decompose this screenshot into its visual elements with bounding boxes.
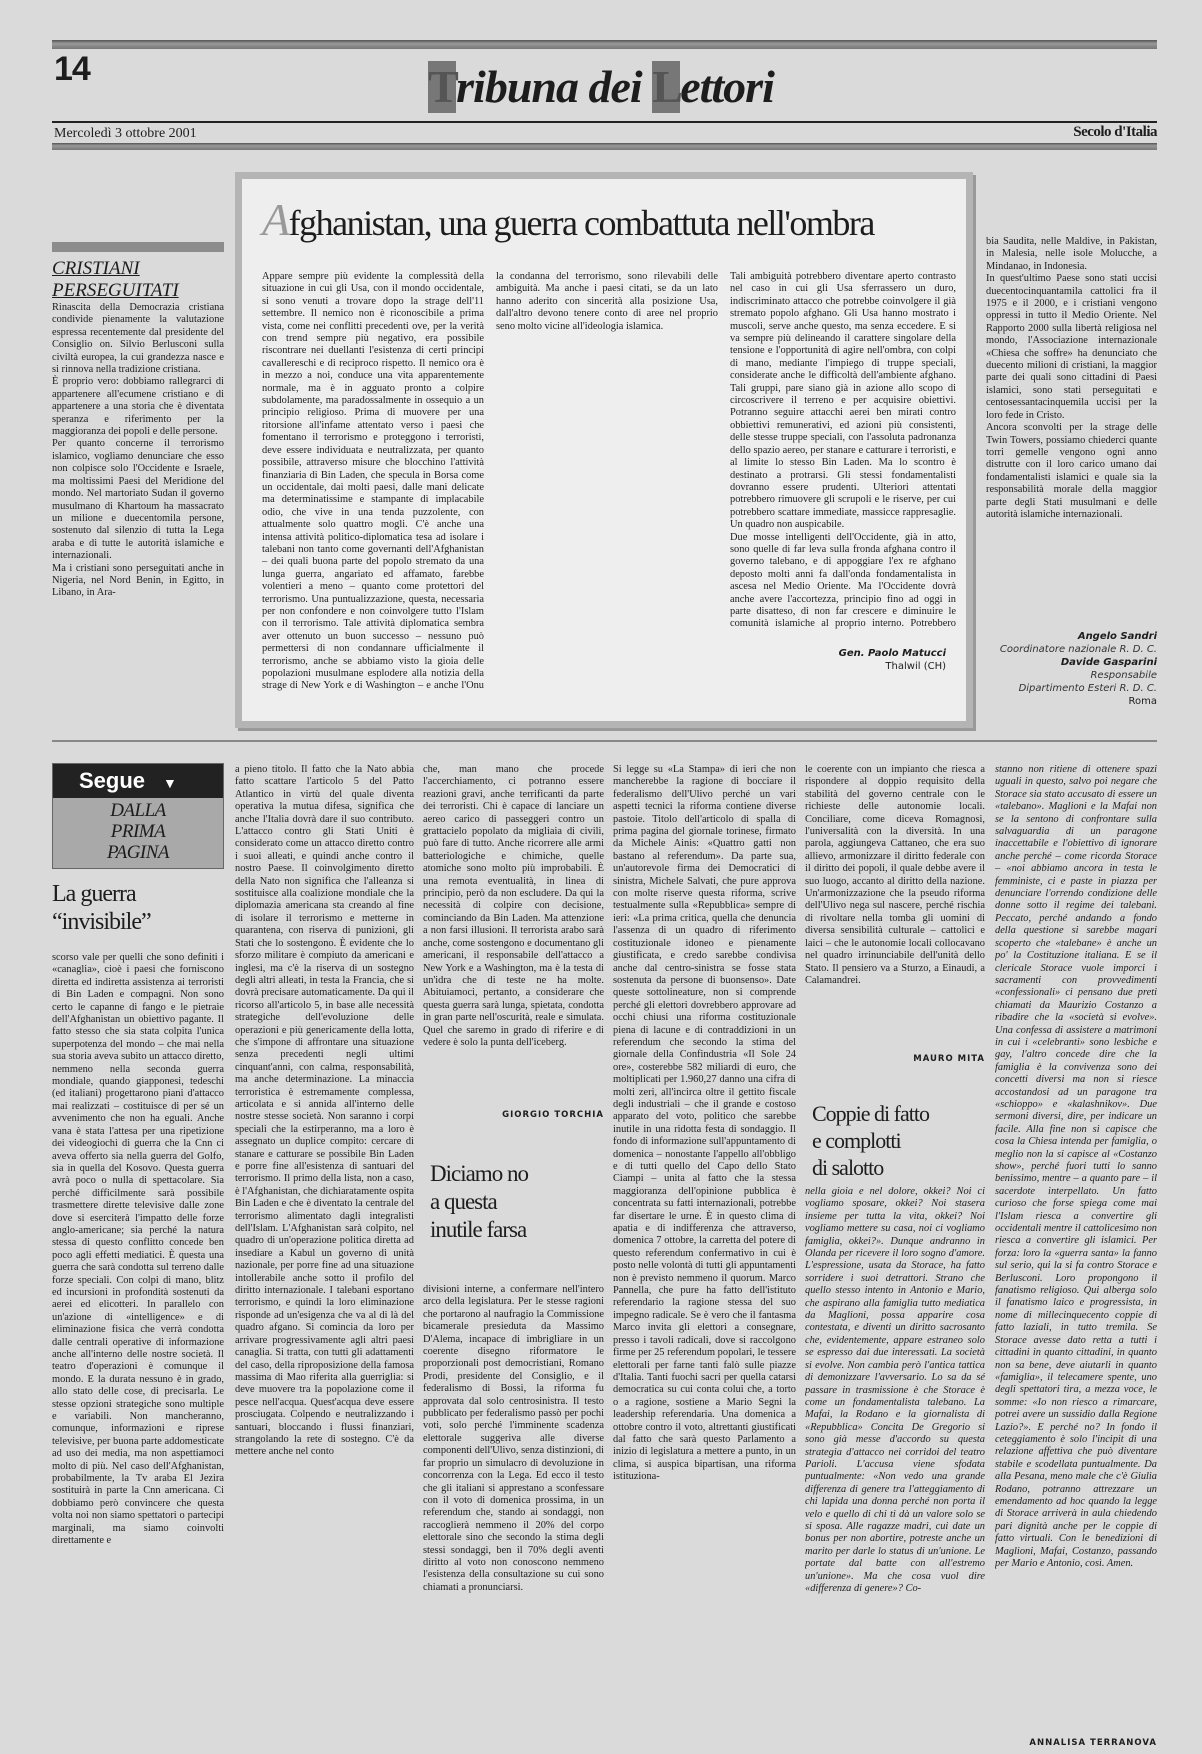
- war-article-col-1: [52, 952, 224, 1747]
- main-article-title: [262, 193, 874, 246]
- paragraph: Ma i cristiani sono perseguitati anche in Nigeria, nel Nord Benin, in Egitto, in Libano, in Ara-: [52, 562, 224, 599]
- main-article-col-2: [496, 271, 718, 691]
- signer-role: Responsabile: [1090, 670, 1157, 681]
- paragraph: Appare sempre più evidente la complessità della situazione in cui gli Usa, con il mondo occidentale, si sono venuti a trovare dopo la strage dell'11 settembre. Il nemico non è riconoscibile a prima vista, come nei conflitti precedenti ove, per la verità con trend sempre più negativo, era possibile riscontrare nei duellanti l'esistenza di certi principi cavallereschi e di reciproco rispetto. Il nemico ora è in mezzo a noi, conduce una vita apparentemente normale, ma è in agguato pronto a colpire subdolamente, ma paradossalmente in ossequio a un principio religioso. Prima di muovere per una ritorsione all'infame attentato verso i paesi che fomentano il terrorismo e proteggono i terroristi, deve essere individuata e neutralizzata, per quanto possibile, attraverso misure che blocchino l'attività finanziaria di Bin Laden, che specula in Borsa come un occidentale, dai molti paesi, dalle mani delicate ma determinatissime e stampante di implacabile odio, che vive in una tenda puzzolente, con attualmente solo quattro mogli. C'è anche una intensa attività politico-diplomatica tesa ad isolare i talebani non tanto come governanti dell'Afghanistan – dei quali buona parte del popolo stremato da una lunga guerra, angariato ed affamato, farebbe volentieri a meno – quanto come protettori del terrorismo. Una puntualizzazione, questa, necessaria per non confondere e non coinvolgere tutto l'Islam con il terrorismo. Tale attività diplomatica sembra aver ottenuto un buon successo – nessuno può permettersi di non condannare ufficialmente il terrorismo, anche se abbiamo visto la gioia delle popolazioni musulmane esplodere alla notizia della strage di New York e di Washington – e anche l'Onu: [262, 271, 484, 691]
- farsa-article-title: [430, 1160, 605, 1244]
- paragraph: che, man mano che procede l'accerchiamento, ci potranno essere reazioni gravi, anche terrificanti da parte dei terroristi. Chi è capace di lanciare un aereo carico di passeggeri contro un grattacielo popolato da migliaia di civili, può fare di tutto. Anche ricorrere alle armi batteriologiche e chimiche, quelle atomiche sono molto più improbabili. È una remota eventualità, in linea di principio, però da non escludere. Da qui la necessità di colpire con decisione, cominciando da Bin Laden. Ma attenzione a non farsi illusioni. Il terrorista arabo sarà anche, come sostengono e documentano gli americani, il responsabile dell'attacco a New York e a Washington, ma è la testa di un'idra che di teste ne ha molte. Abituiamoci, pertanto, a considerare che questa guerra sarà lunga, spietata, condotta in gran parte nell'oscurità, reale e simulata. Quel che saremo in grado di riferire e di vedere è solo la punta dell'iceberg.: [423, 764, 604, 1048]
- war-article-col-2: [235, 764, 414, 1747]
- title-initial-block: [428, 61, 456, 113]
- left-article-body: [52, 302, 224, 724]
- section-separator: [52, 740, 1157, 742]
- paragraph: stanno non ritiene di ottenere spazi uguali in questo, salvo poi negare che Storace sia stato accusato di essere un «talebano». Maglioni e la Mafai non se la sentono di confrontare sulla salvaguardia di un paragone inaccettabile e l'obiettivo di ignorare anche perché – come ricorda Storace – «noi abbiamo ancora in testa le femministe, ci e paste in piazza per denunciare l'orrendo condizione delle donne sotto il regime dei talebani. Peccato, perché andando a fondo della questione si sarebbe magari scoperto che «talebane» è anche un po' la Costituzione italiana. E se il clericale Storace vuole imporci i sacramenti con provvedimenti «confessionali» ci pensano due preti chiamati da Maurizio Costanzo a ribadire che la «società si evolve». Una confessa di assistere a matrimoni in cui i «celebranti» sono lesbiche e gay, l'altro concede dire che la famiglia è la convivenza sono dei concetti diversi ma non si riesce accostandosi ad un paragone tra «schioppo» e «kalashnikov». Due sermoni diversi, dire, per indicare un facile. Alla fine non si capisce che cosa la Chiesa intenda per famiglia, o meglio non la si capisce al «Costanzo show», perché fuori tutti lo sanno benissimo, mentre – a quanto pare – il sacerdote interpellato. Un fatto curioso che forse spiega come mai l'Islam riesca a convertire gli occidentali mentre il cattolicesimo non riesca a convertire gli islamici. Per forza: loro la «guerra santa» la fanno sul serio, qui la si fa contro Storace e Berlusconi. Loro propongono il fanatismo religioso. Qui alberga solo il fanatismo laico e progressista, in nome di millecinquecento coppie di fatto laziali, in tutto tremila. Se Storace avesse dato retta a tutti i cittadini in quanto cittadini, in quanto non sa bene, deve aiutarli in quanto «famiglia», il telecamere spente, uno degli spettatori tira, a mezza voce, le somme: «Io non riesco a rimarcare, potrei avere un sussidio dalla Regione Lazio?». E perché no? In fondo il ceteggiamento è solo l'incipit di una relazione affettiva che può diventare stabile e scodellata puntualmente. Da alla Pesana, meno male che c'è Giulia Rodano, potranno attrezzare un emendamento ad hoc quando la legge di Storace arriverà in aula chiedendo pari dignità anche per le coppie di fatto virtuali. Con le benedizioni di Maglioni, Mafai, Costanzo, passando per Mario e Antonio, così. Amen.: [995, 764, 1157, 1569]
- war-article-byline: GIORGIO TORCHIA: [502, 1110, 604, 1120]
- subtitle-line: PRIMA: [110, 821, 166, 842]
- signer-name: Angelo Sandri: [1077, 631, 1157, 642]
- paragraph: Due mosse intelligenti dell'Occidente, già in atto, sono quelle di far leva sulla fronda afghana contro il governo talebano, e di appoggiare l'ex re afghano deposto molti anni fa dall'onda fondamentalista in ascesa nel Medio Oriente. Ma l'Occidente dovrà anche avere l'accortezza, principio fino ad oggi in parte disatteso, di non far crescere e diminuire le comunità islamiche al proprio interno. Potrebbero: [730, 531, 956, 630]
- title-line: Diciamo no: [430, 1161, 528, 1186]
- top-rule: [52, 40, 1157, 49]
- coppie-article-col-5: [805, 1186, 985, 1747]
- drop-cap: A: [262, 194, 289, 245]
- title-text: ettori: [680, 61, 774, 112]
- paragraph: bia Saudita, nelle Maldive, in Pakistan, in Malesia, nelle isole Molucche, a Mindanao, in Indonesia.: [986, 236, 1157, 272]
- title-line: Coppie di fatto: [812, 1101, 929, 1126]
- signer-name: Gen. Paolo Matucci: [838, 648, 946, 659]
- farsa-article-col-4: [613, 764, 796, 1747]
- header-bar: [52, 242, 224, 252]
- title-line: e complotti: [812, 1128, 901, 1153]
- signer-role: Dipartimento Esteri R. D. C.: [1018, 683, 1157, 694]
- coppie-article-title: [812, 1100, 987, 1181]
- war-article-col-3: [423, 764, 604, 1106]
- signer-role: Coordinatore nazionale R. D. C.: [999, 644, 1157, 655]
- signer-city: Roma: [1128, 696, 1157, 707]
- left-article-title: CRISTIANI PERSEGUITATI: [52, 258, 179, 301]
- paragraph: la condanna del terrorismo, sono rilevabili delle ambiguità. Ma anche i paesi citati, se da un lato hanno aderito con sincerità alla posizione Usa, dall'altro devono tenere conto di aree nel proprio seno molto vicine all'ideologia islamica.: [496, 271, 718, 332]
- coppie-article-byline: ANNALISA TERRANOVA: [1029, 1738, 1157, 1748]
- paragraph: Si legge su «La Stampa» di ieri che non mancherebbe la ragione di bocciare il federalismo dell'Ulivo perché un vari aspetti tecnici la riforma contiene diverse pastoie. Titolo dell'articolo di spalla di prima pagina del giornale torinese, firmato da Michele Ainis: «Quattro gatti non bastano al referendum». Da parte sua, un'autorevole firma dei Democratici di sinistra, Michele Salvati, che pure approva con molte riserve questa riforma, scrive testualmente sulla «Repubblica» sempre di ieri: «La prima critica, quella che denuncia l'assenza di un quadro di riferimento costituzionale idoneo e pienamente giustificata, e credo sarebbe condivisa anche dal centro-sinistra se fosse stata sostenuta da persone di buonsenso». Date queste sottolineature, non si comprende perché gli elettori dovrebbero approvare ad occhi chiusi una riforma costituzionale piena di lacune e di contraddizioni in un referendum che secondo la stima del giornale della Confindustria «Il Sole 24 ore», costerebbe 582 miliardi di euro, che moltiplicati per 1.960,27 danno una cifra di molti zeri, all'incirca oltre il gettito fiscale degli industriali – che il grande e costoso apparato del voto, politico che sarebbe inutile in una ridotta festa di sondaggio. Il fondo di informazione sull'appuntamento di domenica – nonostante l'appello all'obbligo e di tutti quello del Capo dello Stato Ciampi – unita al fatto che la stessa maggioranza dell'opinione pubblica è concentrata su fatti internazionali, potrebbe far disertare le urne. È in questo clima di apatia e di indifferenza che attraverso, domenica 7 ottobre, la carretta del potere di questo referendum confermativo in cui è posto nelle volontà di tutti gli appuntamenti non è previsto nemmeno il quorum. Marco Pannella, che pure ha fatto dell'istituto referendario la ragione stessa del suo impegno radicale. Se è vero che il fantasma Marco invita gli elettori a consegnare, presso i tavoli radicali, dove si raccolgono firme per 25 referendum popolari, le tessere elettorali per farne tanti falò sulle piazze d'Italia. Tanti fuochi sacri per quella catarsi democratica su cui conta colui che, a torto o a ragione, sostiene a Mario Segni la leadership referendaria. Una domenica a ottobre contro il voto, altrettanti giustificati dal fatto che sarà questo Parlamento a inizio di legislatura a mettere a punto, in un clima, si auspica bipartisan, una riforma istituziona-: [613, 764, 796, 1483]
- header-divider: [52, 121, 1157, 123]
- newspaper-name: Secolo d'Italia: [1073, 124, 1157, 140]
- signer-name: Davide Gasparini: [1060, 657, 1157, 668]
- page-number: 14: [54, 50, 90, 88]
- coppie-article-col-6: [995, 764, 1157, 1732]
- paragraph: scorso vale per quelli che sono definiti i «canaglia», cioè i paesi che forniscono diretta ed indiretta assistenza ai terroristi di Bin Laden e compagni. Non sono certo le capanne di fango e le pietraie dell'Afghanistan un obiettivo pagante. Il fatto stesso che sia stata colpita l'unica superpotenza del mondo – che mai nella sua storia aveva subito un attacco diretto, nemmeno nella seconda guerra mondiale, quando giapponesi, tedeschi (ed italiani) progettarono piani d'attacco mai realizzati – costituisce di per sé un avvenimento che non ha eguali. Anche vana è stata l'attesa per una ripetizione dei videogiochi di guerra che la Cnn ci aveva offerto sia nella guerra del Golfo, sia in quella del Kosovo. Questa guerra avrà poco o nulla di spettacolare. Sia perché difficilmente sarà possibile trasmettere dirette televisive dalle zone dove si eserciterà l'impatto delle forze anglo-americane; sia perché la natura stessa di questo conflitto concede ben poco agli effetti mediatici. È questa una guerra che sarà condotta sul terreno dalle forze speciali. Con colpi di mano, blitz ed incursioni in profondità sostenuti da aerei ed elicotteri. In parallelo con un'azione di «intelligence» e di eliminazione fisica che verrà condotta dalle centrali operative di informazione anche all'interno delle nostre società. Il teatro d'operazioni è comunque il mondo. E la durata nessuno è in grado, allo stato delle cose, di precisarla. Le stesse opzioni strategiche sono multiple e variabili. Non mancheranno, comunque, informazioni e riprese televisive, per buona parte addomesticate ad uso dei media, ma non aspettiamoci molto di più. Nel caso dell'Afghanistan, probabilmente, la Tv araba El Jezira sostituirà in parte la Cnn americana. Ci dobbiamo però convincere che questa volta noi non siamo spettatori o partecipi marginali, ma siamo coinvolti direttamente e: [52, 952, 224, 1547]
- paragraph: nella gioia e nel dolore, okkei? Noi ci vogliamo sposare, okkei? Noi stasera insieme per tutta la vita, okkei? Noi vogliamo mettere su casa, noi ci vogliamo famiglia, okkei?». Dunque andranno in Olanda per ricevere il loro sogno d'amore. L'espressione, usata da Storace, ha fatto sorridere i suoi detrattori. Strano che quello stesso intento in Antonio e Mario, che aspirano alla famiglia tutto mediatica da Maglioni, possa apparire cosa contestata, e diventi un diritto sacrosanto che, evidentemente, appare estraneo solo se espresso dai due interessati. La società si evolve. Non cambia però l'antica tattica di demonizzare l'avversario. Lo sa da sé passare in trasmissione è che Storace è come un fondamentalista talebano. La Mafai, la Rodano e la giornalista di «Repubblica» Concita De Gregorio si sono già messe d'accordo su questa strategia d'attacco nei corridoi del teatro Parioli. L'accusa viene sfodata puntualmente: «Non vedo una grande differenza di genere tra l'atteggiamento di chi lapida una donna perché non porta il velo e quello di chi ti dà un valore solo se si sposa. Alle ragazze madri, cui date un bonus per non abortire, potreste anche un marito per darle lo status di un'unione. Le portate dal batte con all'estremo un'unione». Ma che cosa vuol dire «differenza di genere»? Co-: [805, 1186, 985, 1594]
- main-article-box: [235, 172, 973, 728]
- war-article-title: [52, 880, 224, 936]
- main-article-col-3: [730, 271, 956, 631]
- main-article-signature: [839, 647, 946, 673]
- signer-place: Thalwil (CH): [885, 661, 946, 672]
- left-article-header: [52, 242, 224, 302]
- segue-label: [53, 764, 223, 798]
- arrow-down-icon: ▼: [163, 775, 177, 791]
- title-line: a questa: [430, 1189, 497, 1214]
- left-article-continued: [986, 236, 1157, 614]
- farsa-article-byline: MAURO MITA: [913, 1054, 985, 1064]
- paragraph: Ancora sconvolti per la strage delle Twin Towers, possiamo chiederci quante torri gemelle vengono ogni anno distrutte con il loro carico umano dai fondamentalisti islamici e quale sia la responsabilità morale della maggior parte degli Stati musulmani e delle autorità islamiche internazionali.: [986, 422, 1157, 520]
- segue-box: [52, 763, 224, 869]
- section-title: [0, 60, 1202, 113]
- paragraph: le coerente con un impianto che riesca a rispondere al doppio requisito della stabilità del governo centrale con le richieste delle autonomie locali. Conciliare, come diceva Romagnosi, l'universalità con la diversità. In una parola, aggiungeva Cattaneo, che era suo allievo, armonizzare il diritto federale con il diritto dei popoli, il quale debbe avere il suo luogo, accanto al diritto della nazione. Un'armonizzazione che la pseudo riforma dell'Ulivo nega sul nascere, perché rischia di rivoltare nella tomba gli uomini di diversa sensibilità culturale – cattolici e laici – che le autonomie locali collocavano nel quadro irrinunciabile dell'unità dello Stato. Il pensiero va a Sturzo, a Einaudi, a Calamandrei.: [805, 764, 985, 986]
- title-line: inutile farsa: [430, 1217, 527, 1242]
- farsa-article-col-3: [423, 1284, 604, 1747]
- paragraph: Tali ambiguità potrebbero diventare aperto contrasto nel caso in cui gli Usa sferrassero un duro, indiscriminato attacco che potrebbe coinvolgere il già stremato popolo afghano. Gli Usa hanno mostrato i muscoli, serve anche questo, ma senza eccedere. E si va sempre più delineando il carattere singolare della tensione e l'opportunità di agire nell'ombra, con colpi di mano, mediante l'impiego di truppe speciali, considerate anche le difficoltà dell'ambiente afghano. Tali gruppi, pare siano già in azione allo scopo di circoscrivere il terreno e per acquisire obiettivi. Potranno seguire attacchi aerei ben mirati contro obbiettivi remunerativi, ed azioni più consistenti, delle stesse truppe speciali, con l'assoluta padronanza dello spazio aereo, per stanare e catturare i terroristi, e al limite lo stesso Bin Laden. Ma lo scontro è destinato a protrarsi. Gli stessi fondamentalisti dovranno essere prudenti. Ulteriori attentati potrebbero rimuovere gli scrupoli e le riserve, per cui potrebbero scattare immediate, massicce rappresaglie. Un quadro non auspicabile.: [730, 271, 956, 531]
- paragraph: È proprio vero: dobbiamo rallegrarci di appartenere all'ecumene cristiano e di appartenere a una storia che è diventata speranza e riferimento per la maggioranza dei popoli e delle persone.: [52, 376, 224, 438]
- paragraph: In quest'ultimo Paese sono stati uccisi duecentocinquantamila cattolici fra il 1975 e il 2000, e i cristiani vengono oppressi in tutto il Medio Oriente. Nel Rapporto 2000 sulla libertà religiosa nel mondo, l'Associazione internazionale «Chiesa che soffre» ha denunciato che duecento milioni di cristiani, la maggior parte dei quali sono cittadini di Paesi islamici, sono stati perseguitati e centosessantacinquemila uccisi per la loro fede in Cristo.: [986, 273, 1157, 421]
- paragraph: a pieno titolo. Il fatto che la Nato abbia fatto scattare l'articolo 5 del Patto Atlantico in virtù del quale diventa operativa la mutua difesa, significa che anche l'Italia dovrà dare il suo contributo. L'attacco contro gli Stati Uniti è considerato come un attacco diretto contro i suoi alleati, e quindi anche contro il nostro Paese. Il coinvolgimento diretto della Nato non significa che l'alleanza si sostituisce alla coalizione mondiale che la diplomazia americana sta creando al fine di isolare il terrorismo e metterne in quarantena, con riserva di punizioni, gli Stati che lo sostengono. È evidente che lo sforzo militare è compiuto da americani e inglesi, ma c'è la riserva di un sostegno degli altri alleati, in testa la Francia, che si dovrà precisare automaticamente. Da qui il ricorso all'articolo 5, in base alle necessità strategiche dell'evoluzione delle operazioni e più genericamente della lotta, che s'impone di affrontare una situazione senza precedenti negli ultimi cinquant'anni, con calma, responsabilità, ma anche determinazione. La minaccia terroristica è estremamente complessa, articolata e si annida all'interno delle nostre stesse società. Non saranno i corpi speciali che la estirperanno, ma a loro è assegnato un duplice compito: cercare di stanare e catturare se possibile Bin Laden e porre fine all'esistenza di santuari del terrorismo. Il primo della lista, non a caso, è l'Afghanistan, che dichiaratamente ospita Bin Laden e che è diventato la centrale del terrorismo alimentato dagli integralisti dell'Islam. L'Afghanistan sarà colpito, nel quadro di un'operazione politica diretta ad insediare a Kabul un governo di unità nazionale, per porre fine ad una situazione intollerabile anche sotto il profilo del diritto internazionale. I talebani esportano terrorismo, e quindi la loro eliminazione risponde ad un'esigenza che va al di là del quadro afgano. Si comincia da loro per arrivare progressivamente agli altri paesi canaglia. Si tratta, con tutti gli adattamenti del caso, della riproposizione della famosa massima di Mao riferita alla guerriglia: si deve muovere tra la popolazione come il pesce nell'acqua. Quest'acqua deve essere prosciugata. Colpendo e neutralizzando i santuari, bloccando i flussi finanziari, strangolando la rete di sostegno. C'è da mettere anche nel conto: [235, 764, 414, 1458]
- title-line: di salotto: [812, 1155, 884, 1180]
- segue-subtitle: [53, 800, 223, 863]
- paragraph: divisioni interne, a confermare nell'intero arco della legislatura. Per le stesse ragioni che portarono al naufragio la Commissione bicamerale presieduta da Massimo D'Alema, incapace di imbrigliare in un coerente disegno riformatore le proporzionali post democristiani, Romano Prodi, presidente del Consiglio, e il federalismo di Bossi, la riforma fu approvata dal solo centrosinistra. Il testo pubblicato per federalismo passò per pochi voti, solo perché l'imminente scadenza elettorale suggeriva alle diverse componenti dell'Ulivo, senza distinzioni, di far proprio un simulacro di devoluzione in concorrenza con la Lega. Ed ecco il testo che gli italiani si apprestano a sconfessare con il voto di domenica prossima, in un referendum che, stando ai sondaggi, non raccoglierà nemmeno il 20% del corpo elettorale sino che secondo la stima degli stessi sondaggi, ben il 70% degli aventi diritto al voto non conoscono nemmeno l'esistenza della consultazione su cui sono chiamati a pronunciarsi.: [423, 1284, 604, 1593]
- paragraph: Rinascita della Democrazia cristiana condivide pienamente la valutazione espressa recentemente dal presidente del Consiglio on. Silvio Berlusconi sulla civiltà europea, la cui grandezza nasce e si rinnova nella tradizione cristiana.: [52, 302, 224, 376]
- paragraph: Per quanto concerne il terrorismo islamico, vogliamo denunciare che esso non colpisce solo l'Occidente e Israele, ma moltissimi Paesi del Meridione del mondo. Nel martoriato Sudan il governo musulmano di Khartoum ha massacrato un milione e duecentomila persone, sostenuto dal silenzio di tutta la Lega araba e di tutte le autorità islamiche e internazionali.: [52, 438, 224, 562]
- subtitle-line: DALLA: [110, 800, 166, 821]
- title-line: La guerra: [52, 881, 136, 907]
- header-rule: [52, 143, 1157, 150]
- title-initial-block: [652, 61, 680, 113]
- segue-text: Segue: [79, 768, 146, 793]
- title-text: ribuna dei: [456, 61, 653, 112]
- main-article-col-1: [262, 271, 484, 691]
- title-initial-letter: L: [652, 61, 682, 112]
- title-initial-letter: T: [428, 61, 458, 112]
- farsa-article-col-5: [805, 764, 985, 1049]
- title-text: fghanistan, una guerra combattuta nell'ombra: [288, 203, 874, 243]
- issue-date: Mercoledì 3 ottobre 2001: [54, 126, 197, 141]
- subtitle-line: PAGINA: [106, 842, 170, 863]
- title-line: “invisibile”: [52, 909, 151, 935]
